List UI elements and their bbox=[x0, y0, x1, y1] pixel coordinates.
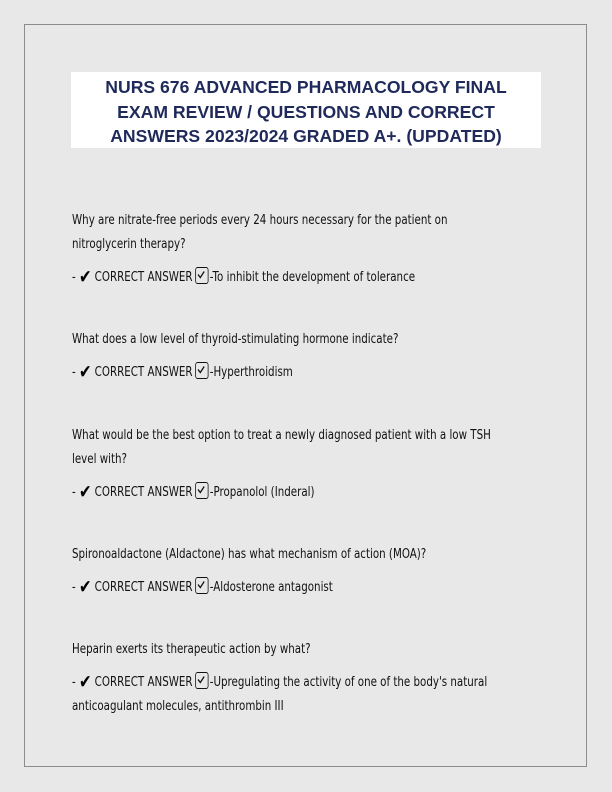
answer-value: -To inhibit the development of tolerance bbox=[209, 270, 416, 285]
answer-label: CORRECT ANSWER bbox=[94, 675, 193, 690]
answer-value: -Aldosterone antagonist bbox=[209, 580, 333, 595]
question-text bbox=[72, 328, 552, 352]
question-text bbox=[72, 638, 552, 662]
question-line: Spironoaldactone (Aldactone) has what mechanism of action (MOA)? bbox=[72, 547, 427, 562]
question-line: nitroglycerin therapy? bbox=[72, 237, 186, 252]
answer-prefix: - bbox=[72, 485, 79, 500]
qa-item-3 bbox=[72, 424, 552, 505]
checkbox-checked-icon bbox=[195, 482, 208, 499]
answer-text bbox=[72, 361, 552, 385]
answer-text bbox=[72, 266, 552, 290]
title-line-2: EXAM REVIEW / QUESTIONS AND CORRECT bbox=[117, 101, 495, 122]
answer-prefix: - bbox=[72, 580, 79, 595]
qa-item-4 bbox=[72, 543, 552, 600]
question-line: Heparin exerts its therapeutic action by what? bbox=[72, 642, 311, 657]
answer-value: -Upregulating the activity of one of the body's natural bbox=[209, 675, 488, 690]
answer-text bbox=[72, 481, 552, 505]
answer-label: CORRECT ANSWER bbox=[94, 270, 193, 285]
checkbox-checked-icon bbox=[195, 362, 208, 379]
answer-label: CORRECT ANSWER bbox=[94, 485, 193, 500]
question-line: level with? bbox=[72, 452, 128, 467]
question-line: Why are nitrate-free periods every 24 hours necessary for the patient on bbox=[72, 213, 448, 228]
answer-prefix: - bbox=[72, 675, 79, 690]
question-text bbox=[72, 209, 552, 257]
qa-item-2 bbox=[72, 328, 552, 385]
checkbox-checked-icon bbox=[195, 267, 208, 284]
answer-value-continued: anticoagulant molecules, antithrombin III bbox=[72, 699, 284, 714]
answer-label: CORRECT ANSWER bbox=[94, 580, 193, 595]
question-text bbox=[72, 543, 552, 567]
heavy-check-mark-icon: ✔ bbox=[78, 361, 92, 383]
checkbox-checked-icon bbox=[195, 577, 208, 594]
heavy-check-mark-icon: ✔ bbox=[78, 481, 92, 503]
checkbox-checked-icon bbox=[195, 672, 208, 689]
question-text bbox=[72, 424, 552, 472]
answer-prefix: - bbox=[72, 270, 79, 285]
question-line: What does a low level of thyroid-stimulating hormone indicate? bbox=[72, 332, 399, 347]
heavy-check-mark-icon: ✔ bbox=[78, 266, 92, 288]
answer-value: -Hyperthroidism bbox=[209, 365, 293, 380]
heavy-check-mark-icon: ✔ bbox=[78, 576, 92, 598]
document-title bbox=[71, 72, 541, 148]
answer-prefix: - bbox=[72, 365, 79, 380]
qa-item-1 bbox=[72, 209, 552, 290]
qa-item-5 bbox=[72, 638, 552, 719]
answer-text bbox=[72, 671, 552, 719]
title-line-1: NURS 676 ADVANCED PHARMACOLOGY FINAL bbox=[105, 77, 507, 97]
answer-text bbox=[72, 576, 552, 600]
answer-label: CORRECT ANSWER bbox=[94, 365, 193, 380]
answer-value: -Propanolol (Inderal) bbox=[209, 485, 315, 500]
title-line-3: ANSWERS 2023/2024 GRADED A+. (UPDATED) bbox=[110, 126, 502, 146]
heavy-check-mark-icon: ✔ bbox=[78, 671, 92, 693]
question-line: What would be the best option to treat a newly diagnosed patient with a low TSH bbox=[72, 428, 491, 443]
